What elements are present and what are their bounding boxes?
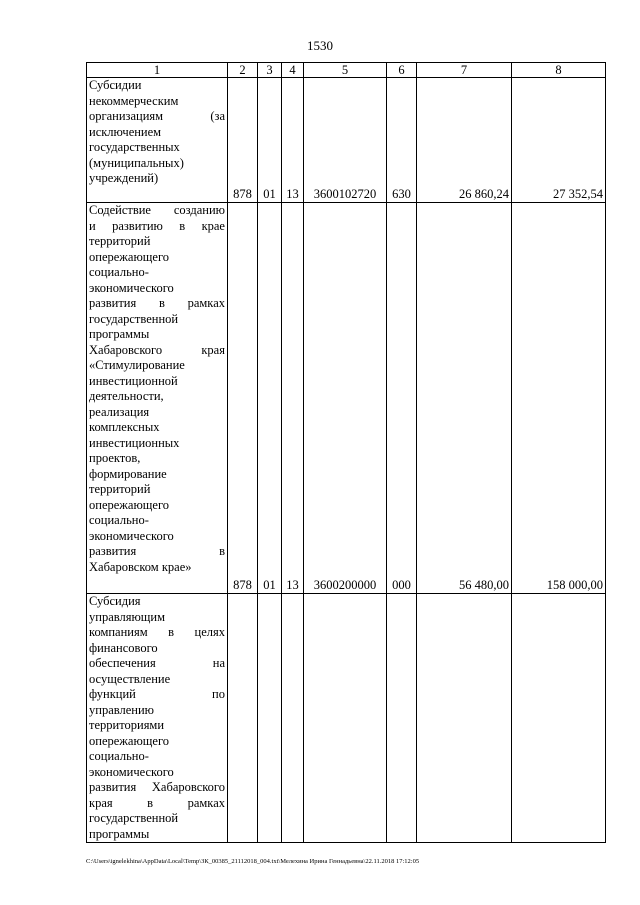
row-name-line: организациям (за [89, 109, 225, 123]
row-name-line: опережающего [89, 733, 170, 748]
table-row [87, 203, 606, 594]
row-name-line: (муниципальных) [89, 155, 184, 170]
cell-expense-type [387, 594, 417, 843]
column-header: 8 [512, 63, 606, 78]
row-name-line: социально- [89, 513, 149, 527]
cell-subsection-code: 13 [282, 78, 304, 203]
column-header: 6 [387, 63, 417, 78]
cell-amount-year-2: 27 352,54 [512, 78, 606, 203]
row-name-line: проектов, [89, 451, 141, 465]
row-name-line: Субсидии [89, 78, 142, 92]
row-name-line: государственной [89, 811, 179, 825]
row-name-line: государственной [89, 311, 179, 326]
cell-section-code: 01 [258, 78, 282, 203]
row-name-line: функций по [89, 687, 225, 701]
table-row [87, 594, 606, 843]
cell-amount-year-2 [512, 594, 606, 843]
row-name-line: компаниям в целях [89, 625, 225, 639]
row-name-line: государственных [89, 140, 180, 154]
row-name-line: территориями [89, 718, 165, 732]
row-name-line: некоммерческим [89, 93, 179, 108]
table-row [87, 78, 606, 203]
row-name-line: Хабаровском крае» [89, 559, 192, 574]
row-name-line: обеспечения на [89, 656, 225, 670]
cell-target-code: 3600200000 [304, 203, 387, 594]
row-name-line: комплексных [89, 420, 160, 434]
row-name-line: программы [89, 826, 150, 841]
row-name-line: территорий [89, 482, 151, 496]
row-name-line: экономического [89, 280, 174, 295]
row-name-line: развития в [89, 544, 225, 558]
row-name-line: социально- [89, 749, 149, 763]
row-name-line: учреждений) [89, 171, 159, 185]
cell-subsection-code: 13 [282, 203, 304, 594]
column-header: 4 [282, 63, 304, 78]
row-name-line: края в рамках [89, 795, 225, 810]
cell-ministry-code: 878 [228, 78, 258, 203]
column-header: 5 [304, 63, 387, 78]
row-name-line: экономического [89, 528, 174, 543]
row-name-line: и развитию в крае [89, 218, 225, 233]
footer-file-path: C:\Users\ignelekhina\AppData\Local\Temp\ЗК_00385_21112018_004.txt\Мелехина Ирина Геннадьевна\22.11.2018 17:12:05 [86, 858, 420, 865]
column-header: 1 [87, 63, 228, 78]
row-name-line: Субсидия [89, 594, 141, 608]
cell-amount-year-1: 26 860,24 [417, 78, 512, 203]
cell-amount-year-2: 158 000,00 [512, 203, 606, 594]
row-name-line: деятельности, [89, 389, 164, 403]
cell-amount-year-1: 56 480,00 [417, 203, 512, 594]
row-name-line: «Стимулирование [89, 358, 185, 372]
row-name-line: опережающего [89, 497, 170, 512]
row-name-line: территорий [89, 234, 151, 248]
column-header: 2 [228, 63, 258, 78]
column-header: 3 [258, 63, 282, 78]
cell-section-code [258, 594, 282, 843]
row-name-line: экономического [89, 764, 174, 779]
row-name-line: инвестиционных [89, 435, 180, 450]
row-name-line: развития в рамках [89, 296, 225, 310]
column-header: 7 [417, 63, 512, 78]
cell-amount-year-1 [417, 594, 512, 843]
row-name-line: формирование [89, 466, 167, 481]
row-name-cell [87, 594, 228, 843]
row-name-line: социально- [89, 265, 149, 279]
row-name-line: Хабаровского края [89, 342, 225, 357]
row-name-line: реализация [89, 404, 150, 419]
cell-target-code [304, 594, 387, 843]
row-name-line: управлению [89, 702, 154, 717]
row-name-line: управляющим [89, 609, 166, 624]
cell-expense-type: 000 [387, 203, 417, 594]
row-name-line: исключением [89, 124, 162, 139]
cell-subsection-code [282, 594, 304, 843]
budget-table [86, 62, 606, 843]
cell-ministry-code: 878 [228, 203, 258, 594]
row-name-line: осуществление [89, 671, 171, 686]
row-name-line: финансового [89, 640, 158, 655]
row-name-line: инвестиционной [89, 373, 178, 388]
page-number: 1530 [307, 38, 333, 53]
cell-section-code: 01 [258, 203, 282, 594]
cell-ministry-code [228, 594, 258, 843]
cell-target-code: 3600102720 [304, 78, 387, 203]
row-name-cell [87, 203, 228, 594]
table-header-row [87, 63, 606, 78]
row-name-line: развития Хабаровского [89, 780, 225, 794]
row-name-line: программы [89, 327, 150, 341]
cell-expense-type: 630 [387, 78, 417, 203]
row-name-line: опережающего [89, 249, 170, 264]
row-name-line: Содействие созданию [89, 203, 225, 217]
row-name-cell [87, 78, 228, 203]
